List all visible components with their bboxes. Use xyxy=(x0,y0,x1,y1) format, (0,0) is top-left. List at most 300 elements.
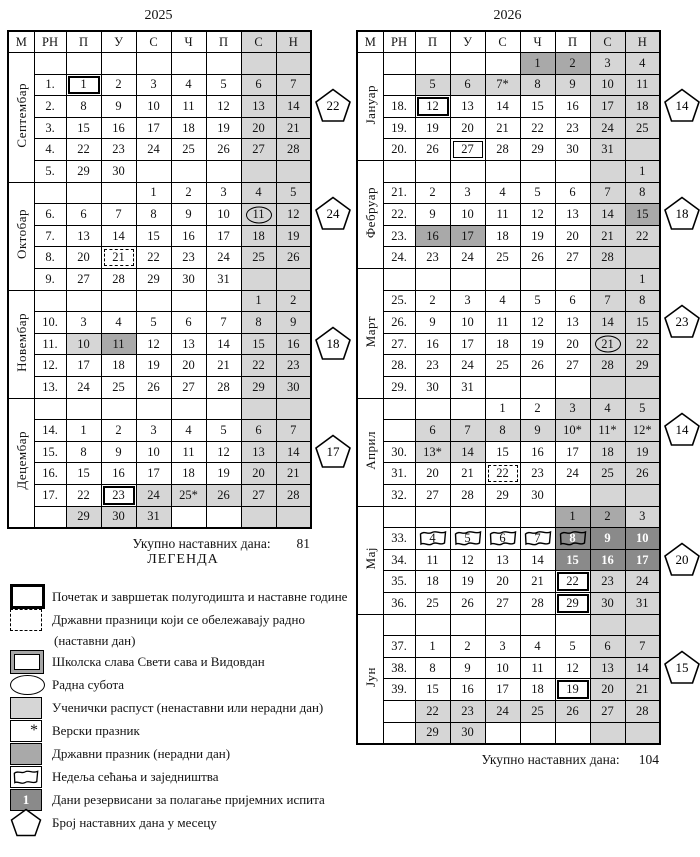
day-number: 5 xyxy=(150,315,157,330)
day-cell xyxy=(450,571,485,593)
day-cell xyxy=(485,355,520,377)
day-cell xyxy=(555,614,590,636)
day-number: 17 xyxy=(566,444,579,459)
day-cell xyxy=(136,420,171,442)
day-cell xyxy=(520,571,555,593)
day-number: 30 xyxy=(426,379,439,394)
day-cell xyxy=(625,420,660,442)
day-cell xyxy=(206,398,241,420)
day-cell xyxy=(101,96,136,118)
day-cell xyxy=(485,333,520,355)
day-number: 15 xyxy=(531,99,544,114)
day-cell xyxy=(450,592,485,614)
day-number: 29 xyxy=(566,595,579,610)
month-label: Март xyxy=(362,315,378,347)
day-cell xyxy=(555,117,590,139)
day-cell xyxy=(450,398,485,420)
svg-text:18: 18 xyxy=(675,206,689,222)
day-number: 9 xyxy=(185,207,192,222)
day-cell xyxy=(450,312,485,334)
day-number: 25 xyxy=(252,250,265,265)
legend-items xyxy=(10,585,356,834)
week-number-cell: 28. xyxy=(383,355,415,377)
day-number: 28 xyxy=(217,379,230,394)
day-number: 15 xyxy=(496,444,509,459)
day-number: 26 xyxy=(426,142,439,157)
day-number: 20 xyxy=(566,228,579,243)
day-cell xyxy=(450,204,485,226)
day-number: 1 xyxy=(639,163,646,178)
day-number: 23 xyxy=(287,358,300,373)
day-number: 24 xyxy=(77,379,90,394)
svg-text:14: 14 xyxy=(675,98,689,114)
day-cell xyxy=(485,398,520,420)
day-cell xyxy=(206,74,241,96)
day-cell xyxy=(206,312,241,334)
day-cell xyxy=(206,290,241,312)
week-number-cell: 30. xyxy=(383,441,415,463)
day-cell xyxy=(590,204,625,226)
day-cell xyxy=(450,484,485,506)
day-cell xyxy=(66,441,101,463)
day-cell xyxy=(415,269,450,291)
day-cell xyxy=(450,420,485,442)
day-number: 30 xyxy=(601,595,614,610)
day-cell xyxy=(66,312,101,334)
total-label: Укупно наставних дана: xyxy=(132,535,271,551)
day-cell xyxy=(276,74,311,96)
header-cell: П xyxy=(555,31,590,53)
day-cell xyxy=(241,355,276,377)
week-number-cell: 16. xyxy=(34,463,66,485)
day-cell xyxy=(101,204,136,226)
day-cell xyxy=(241,420,276,442)
day-number: 20 xyxy=(601,682,614,697)
month-cell xyxy=(8,182,34,290)
day-cell xyxy=(625,161,660,183)
week-number-cell: 32. xyxy=(383,484,415,506)
day-number: 5 xyxy=(534,185,541,200)
day-cell xyxy=(66,204,101,226)
day-cell xyxy=(485,528,520,550)
day-cell xyxy=(66,182,101,204)
svg-text:15: 15 xyxy=(675,659,689,675)
day-cell xyxy=(66,506,101,528)
week-number-cell: 3. xyxy=(34,117,66,139)
day-cell xyxy=(555,657,590,679)
day-number: 21 xyxy=(496,120,509,135)
day-number: 28 xyxy=(531,595,544,610)
day-cell xyxy=(66,225,101,247)
day-number: 19 xyxy=(531,336,544,351)
legend-label: Државни празници који се обележавају радно xyxy=(52,611,305,627)
day-number: 1 xyxy=(80,422,87,437)
header-cell: Н xyxy=(625,31,660,53)
flag-box-icon xyxy=(10,766,42,788)
day-number: 8 xyxy=(569,530,576,545)
month-label: Фебруар xyxy=(362,187,378,239)
day-number: 2 xyxy=(534,401,541,416)
day-cell xyxy=(136,117,171,139)
day-number: 23 xyxy=(531,466,544,481)
day-number: 21 xyxy=(601,336,614,351)
day-number: 29 xyxy=(77,163,90,178)
day-cell xyxy=(590,355,625,377)
day-cell xyxy=(520,441,555,463)
day-cell xyxy=(206,269,241,291)
day-cell xyxy=(66,398,101,420)
day-cell xyxy=(450,528,485,550)
day-number: 14 xyxy=(601,207,614,222)
day-cell xyxy=(415,74,450,96)
week-number-cell xyxy=(383,53,415,75)
day-cell xyxy=(136,290,171,312)
day-number: 9 xyxy=(534,422,541,437)
day-cell xyxy=(241,53,276,75)
day-cell xyxy=(555,355,590,377)
day-number: 15 xyxy=(566,552,579,567)
total-value: 104 xyxy=(638,751,659,767)
day-cell xyxy=(136,204,171,226)
day-cell xyxy=(625,377,660,399)
day-cell xyxy=(485,290,520,312)
day-number: 13 xyxy=(566,207,579,222)
day-cell xyxy=(101,53,136,75)
day-cell xyxy=(485,592,520,614)
header-cell: П xyxy=(415,31,450,53)
day-cell xyxy=(276,377,311,399)
day-cell xyxy=(101,484,136,506)
day-cell xyxy=(520,312,555,334)
day-cell xyxy=(485,679,520,701)
day-number: 19 xyxy=(217,120,230,135)
day-number: 23 xyxy=(112,487,125,502)
header-cell: М xyxy=(8,31,34,53)
day-number: 24 xyxy=(461,250,474,265)
day-cell xyxy=(241,96,276,118)
day-cell xyxy=(485,420,520,442)
week-number-cell xyxy=(34,53,66,75)
day-cell xyxy=(590,247,625,269)
day-number: 28 xyxy=(601,250,614,265)
day-cell xyxy=(136,463,171,485)
day-number: 21 xyxy=(531,574,544,589)
day-cell xyxy=(450,441,485,463)
day-number: 27 xyxy=(566,358,579,373)
day-cell xyxy=(625,657,660,679)
day-cell xyxy=(241,463,276,485)
day-number: 29 xyxy=(252,379,265,394)
day-number: 11* xyxy=(598,422,617,437)
legend-item xyxy=(10,811,356,834)
day-number: 18 xyxy=(182,466,195,481)
day-cell xyxy=(276,204,311,226)
day-number: 2 xyxy=(604,509,611,524)
week-number-cell: 18. xyxy=(383,96,415,118)
day-cell xyxy=(136,139,171,161)
day-number: 18 xyxy=(426,574,439,589)
teaching-days-badge xyxy=(314,326,352,361)
day-cell xyxy=(206,139,241,161)
day-cell xyxy=(66,269,101,291)
day-cell xyxy=(101,333,136,355)
day-cell xyxy=(171,161,206,183)
week-number-cell xyxy=(383,161,415,183)
day-number: 12 xyxy=(531,315,544,330)
day-number: 25 xyxy=(636,120,649,135)
day-cell xyxy=(101,463,136,485)
day-cell xyxy=(415,700,450,722)
day-cell xyxy=(415,463,450,485)
day-number: 5 xyxy=(220,77,227,92)
day-number: 3 xyxy=(220,185,227,200)
header-cell: Ч xyxy=(520,31,555,53)
day-number: 4 xyxy=(185,422,192,437)
teaching-days-badge xyxy=(314,88,352,123)
header-cell: М xyxy=(357,31,383,53)
day-cell xyxy=(625,269,660,291)
day-cell xyxy=(520,225,555,247)
day-number: 10 xyxy=(147,99,160,114)
day-cell xyxy=(171,117,206,139)
day-number: 1 xyxy=(639,271,646,286)
day-number: 8 xyxy=(150,207,157,222)
day-cell xyxy=(241,117,276,139)
day-cell xyxy=(276,398,311,420)
legend-item xyxy=(10,788,356,811)
header-cell: У xyxy=(101,31,136,53)
day-cell xyxy=(101,398,136,420)
day-cell xyxy=(625,74,660,96)
day-number: 20 xyxy=(77,250,90,265)
day-cell xyxy=(485,377,520,399)
day-cell xyxy=(625,463,660,485)
day-number: 11 xyxy=(182,444,195,459)
day-cell xyxy=(555,679,590,701)
total-teaching-days-2026 xyxy=(356,752,659,768)
day-cell xyxy=(625,679,660,701)
day-number: 6 xyxy=(185,315,192,330)
day-number: 23 xyxy=(461,703,474,718)
total-value: 81 xyxy=(296,535,310,551)
day-number: 19 xyxy=(566,682,579,697)
day-number: 9 xyxy=(604,530,611,545)
teaching-days-badge xyxy=(314,196,352,231)
day-cell xyxy=(485,53,520,75)
day-cell xyxy=(171,441,206,463)
day-cell xyxy=(590,225,625,247)
day-number: 18 xyxy=(496,336,509,351)
day-cell xyxy=(101,269,136,291)
day-cell xyxy=(590,161,625,183)
day-number: 8 xyxy=(534,77,541,92)
week-number-cell: 2. xyxy=(34,96,66,118)
day-number: 2 xyxy=(115,77,122,92)
day-number: 21 xyxy=(287,466,300,481)
day-cell xyxy=(520,74,555,96)
week-number-cell xyxy=(34,290,66,312)
day-number: 11 xyxy=(496,207,509,222)
teaching-days-badge xyxy=(663,88,700,123)
day-cell xyxy=(415,161,450,183)
day-number: 8 xyxy=(429,660,436,675)
day-number: 12 xyxy=(147,336,160,351)
day-cell xyxy=(555,592,590,614)
day-number: 22 xyxy=(496,466,509,481)
day-cell xyxy=(66,96,101,118)
week-number-cell: 37. xyxy=(383,636,415,658)
day-number: 2 xyxy=(569,55,576,70)
header-cell: С xyxy=(485,31,520,53)
day-number: 24 xyxy=(147,142,160,157)
day-number: 20 xyxy=(252,466,265,481)
day-number: 10 xyxy=(461,315,474,330)
day-cell xyxy=(450,269,485,291)
day-number: 10 xyxy=(636,530,649,545)
day-number: 21 xyxy=(112,250,125,265)
day-number: 7 xyxy=(220,315,227,330)
day-cell xyxy=(241,204,276,226)
day-cell xyxy=(555,333,590,355)
day-cell xyxy=(520,722,555,744)
day-number: 1 xyxy=(80,77,87,92)
day-cell xyxy=(590,398,625,420)
day-number: 18 xyxy=(182,120,195,135)
day-number: 24 xyxy=(496,703,509,718)
day-number: 15 xyxy=(252,336,265,351)
day-number: 7 xyxy=(534,530,541,545)
day-number: 14 xyxy=(636,660,649,675)
day-cell xyxy=(520,204,555,226)
teaching-days-badge xyxy=(663,304,700,339)
day-cell xyxy=(450,722,485,744)
day-number: 17 xyxy=(461,336,474,351)
day-number: 17 xyxy=(601,99,614,114)
day-cell xyxy=(625,312,660,334)
day-cell xyxy=(485,139,520,161)
day-number: 3 xyxy=(150,422,157,437)
day-cell xyxy=(136,398,171,420)
day-cell xyxy=(625,636,660,658)
month-label: Септембар xyxy=(13,83,29,148)
day-number: 10* xyxy=(563,422,582,437)
day-number: 28 xyxy=(112,271,125,286)
week-number-cell xyxy=(34,182,66,204)
svg-text:14: 14 xyxy=(675,422,689,438)
day-cell xyxy=(66,290,101,312)
day-number: 19 xyxy=(461,574,474,589)
day-cell xyxy=(171,463,206,485)
day-cell xyxy=(415,204,450,226)
day-cell xyxy=(415,441,450,463)
day-cell xyxy=(241,312,276,334)
day-number: 20 xyxy=(461,120,474,135)
day-number: 30 xyxy=(287,379,300,394)
day-cell xyxy=(555,139,590,161)
day-cell xyxy=(590,139,625,161)
day-number: 17 xyxy=(147,466,160,481)
day-cell xyxy=(625,484,660,506)
day-cell xyxy=(276,506,311,528)
day-number: 7 xyxy=(290,422,297,437)
day-number: 28 xyxy=(287,487,300,502)
day-cell xyxy=(625,290,660,312)
day-cell xyxy=(520,700,555,722)
day-number: 1 xyxy=(534,55,541,70)
day-number: 9 xyxy=(115,444,122,459)
legend-label: Недеља сећања и заједништва xyxy=(52,768,219,784)
pentagon-icon xyxy=(10,808,42,837)
week-number-cell: 33. xyxy=(383,528,415,550)
day-number: 2 xyxy=(185,185,192,200)
day-number: 27 xyxy=(496,595,509,610)
day-number: 19 xyxy=(636,444,649,459)
day-number: 7 xyxy=(639,638,646,653)
day-cell xyxy=(555,506,590,528)
day-number: 2 xyxy=(464,638,471,653)
week-number-cell: 39. xyxy=(383,679,415,701)
day-cell xyxy=(66,355,101,377)
day-number: 29 xyxy=(496,487,509,502)
day-number: 26 xyxy=(217,487,230,502)
day-number: 12 xyxy=(217,444,230,459)
week-number-cell: 14. xyxy=(34,420,66,442)
day-cell xyxy=(136,377,171,399)
day-cell xyxy=(485,506,520,528)
day-number: 6 xyxy=(429,422,436,437)
day-number: 14 xyxy=(112,228,125,243)
day-cell xyxy=(590,700,625,722)
day-cell xyxy=(171,312,206,334)
day-cell xyxy=(276,161,311,183)
day-number: 22 xyxy=(636,228,649,243)
day-cell xyxy=(555,53,590,75)
day-number: 9 xyxy=(569,77,576,92)
day-cell xyxy=(520,355,555,377)
day-cell xyxy=(241,74,276,96)
day-number: 21 xyxy=(601,228,614,243)
day-cell xyxy=(590,636,625,658)
day-number: 16 xyxy=(566,99,579,114)
day-cell xyxy=(625,225,660,247)
day-cell xyxy=(555,549,590,571)
day-number: 17 xyxy=(147,120,160,135)
day-number: 17 xyxy=(461,228,474,243)
day-cell xyxy=(485,484,520,506)
day-cell xyxy=(555,484,590,506)
day-number: 9 xyxy=(429,315,436,330)
day-cell xyxy=(625,333,660,355)
day-cell xyxy=(136,247,171,269)
day-number: 27 xyxy=(566,250,579,265)
day-cell xyxy=(520,247,555,269)
day-number: 25 xyxy=(112,379,125,394)
day-cell xyxy=(101,161,136,183)
day-cell xyxy=(171,74,206,96)
legend-label: Државни празник (нерадни дан) xyxy=(52,745,231,761)
day-cell xyxy=(136,53,171,75)
day-number: 25 xyxy=(182,142,195,157)
day-number: 23 xyxy=(426,358,439,373)
day-number: 4 xyxy=(429,530,436,545)
month-cell xyxy=(357,53,383,161)
day-number: 30 xyxy=(566,142,579,157)
day-cell xyxy=(241,182,276,204)
dashed-frame-icon xyxy=(10,609,42,631)
week-number-cell xyxy=(383,506,415,528)
day-cell xyxy=(485,247,520,269)
header-cell: РН xyxy=(34,31,66,53)
